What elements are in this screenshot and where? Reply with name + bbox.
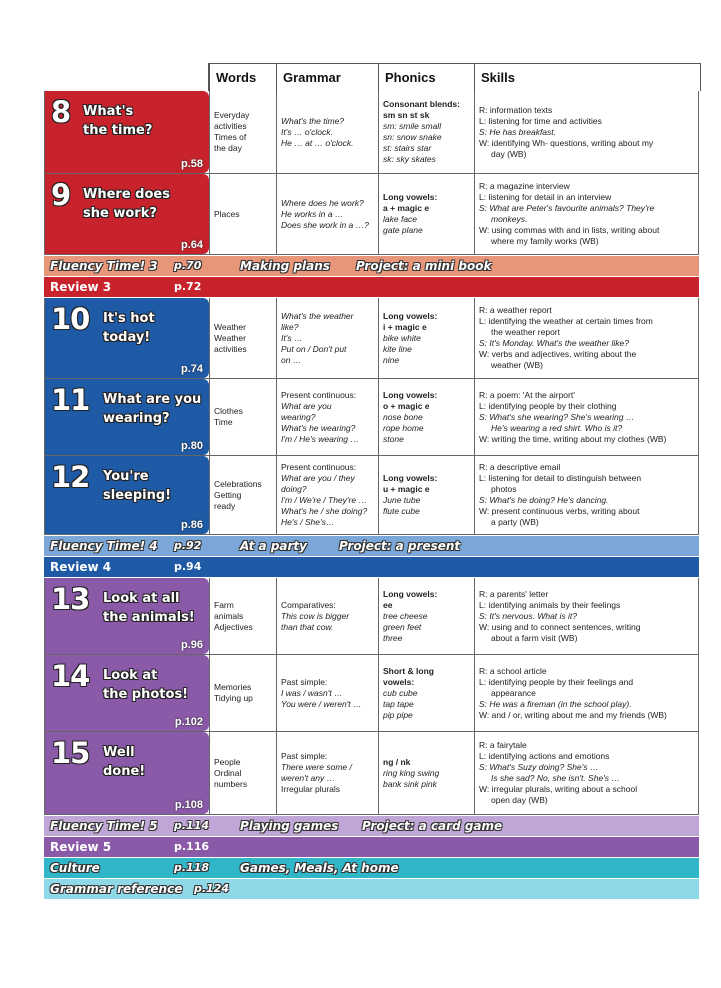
grammar-line: Present continuous: (281, 390, 357, 400)
fluency-time-4-label: Fluency Time! 4 (50, 539, 158, 553)
unit-number: 9 (51, 178, 71, 212)
unit-10-words-cell (209, 298, 276, 378)
skills-line: L: identifying animals by their feelings (479, 600, 621, 610)
grammar-line: It's … (281, 333, 303, 343)
unit-9-grammar-cell (276, 174, 378, 254)
fluency-time-5-label: Fluency Time! 5 (50, 819, 158, 833)
skills-line: S: He was a fireman (in the school play). (479, 699, 632, 709)
unit-block (44, 298, 699, 379)
culture-bar[interactable] (44, 858, 699, 878)
words-line: Times of (214, 132, 247, 142)
unit-block (44, 91, 699, 174)
phonics-line: sn: snow snake (383, 132, 442, 142)
words-line: activities (214, 344, 247, 354)
phonics-line: Long vowels: (383, 390, 438, 400)
phonics-line: Long vowels: (383, 589, 438, 599)
unit-15-grammar-cell (276, 732, 378, 814)
unit-page: p.96 (180, 639, 203, 651)
words-line: Weather (214, 322, 246, 332)
grammar-line: on … (281, 355, 302, 365)
phonics-line: pip pipe (383, 710, 413, 720)
unit-title: What's the time? (83, 104, 153, 138)
fluency-time-5-page: p.114 (174, 819, 210, 832)
skills-line: monkeys. (491, 214, 528, 224)
culture-page: p.118 (174, 861, 210, 874)
unit-11-grammar-cell (276, 379, 378, 455)
phonics-line: gate plane (383, 225, 423, 235)
grammar-line: He … at … o'clock. (281, 138, 354, 148)
skills-line: L: identifying people by their feelings and (479, 677, 634, 687)
grammar-line: doing? (281, 484, 307, 494)
unit-page: p.58 (180, 158, 203, 170)
words-line: Everyday (214, 110, 250, 120)
unit-13-phonics-cell (378, 578, 474, 654)
skills-line: S: He has breakfast. (479, 127, 557, 137)
fluency-time-3-label: Fluency Time! 3 (50, 259, 158, 273)
phonics-line: a + magic e (383, 203, 430, 213)
review-4-page: p.94 (174, 560, 202, 573)
unit-block (44, 732, 699, 815)
grammar-line: What's the weather (281, 311, 354, 321)
fluency-time-5-bar[interactable] (44, 816, 699, 836)
unit-8-grammar-cell (276, 91, 378, 173)
grammar-line: What are you / they (281, 473, 355, 483)
phonics-line: Long vowels: (383, 473, 438, 483)
unit-block (44, 174, 699, 255)
phonics-line: cub cube (383, 688, 418, 698)
fluency-time-4-topic: At a party (240, 539, 307, 553)
phonics-line: rope home (383, 423, 424, 433)
unit-8-words-cell (209, 91, 276, 173)
skills-line: S: It's nervous. What is it? (479, 611, 577, 621)
unit-title: Well done! (103, 745, 146, 779)
words-line: Memories (214, 682, 252, 692)
words-line: Weather (214, 333, 246, 343)
fluency-time-3-page: p.70 (174, 259, 202, 272)
unit-title: It's hot today! (103, 311, 155, 345)
unit-10-grammar-cell (276, 298, 378, 378)
words-line: People (214, 757, 241, 767)
phonics-line: Long vowels: (383, 192, 438, 202)
unit-page: p.102 (174, 716, 203, 728)
unit-page: p.80 (180, 440, 203, 452)
phonics-line: green feet (383, 622, 422, 632)
words-line: Tidying up (214, 693, 253, 703)
grammar-line: Does she work in a …? (281, 220, 369, 230)
review-5-label: Review 5 (50, 840, 112, 854)
unit-number: 12 (51, 460, 90, 494)
phonics-line: ee (383, 600, 393, 610)
unit-number: 11 (51, 383, 90, 417)
unit-13-skills-cell (474, 578, 699, 654)
skills-line: S: What's he doing? He's dancing. (479, 495, 609, 505)
skills-line: W: present continuous verbs, writing about (479, 506, 640, 516)
skills-line: L: identifying actions and emotions (479, 751, 610, 761)
grammar-line: Past simple: (281, 677, 328, 687)
skills-line: photos (491, 484, 517, 494)
skills-line: a party (WB) (491, 517, 539, 527)
culture-label: Culture (50, 861, 100, 875)
skills-line: weather (WB) (491, 360, 543, 370)
unit-8-phonics-cell (378, 91, 474, 173)
header-skills: Skills (474, 64, 700, 91)
phonics-line: stone (383, 434, 404, 444)
words-line: animals (214, 611, 244, 621)
unit-number: 8 (51, 95, 71, 129)
skills-line: open day (WB) (491, 795, 548, 805)
phonics-line: nine (383, 355, 400, 365)
skills-line: R: a descriptive email (479, 462, 561, 472)
phonics-line: tree cheese (383, 611, 428, 621)
grammar-line: than that cow. (281, 622, 334, 632)
unit-block (44, 655, 699, 732)
unit-page: p.86 (180, 519, 203, 531)
words-line: Clothes (214, 406, 243, 416)
skills-line: R: information texts (479, 105, 553, 115)
skills-line: W: and / or, writing about me and my friends (WB) (479, 710, 667, 720)
skills-line: R: a magazine interview (479, 181, 570, 191)
unit-14-words-cell (209, 655, 276, 731)
unit-13-words-cell (209, 578, 276, 654)
unit-block (44, 456, 699, 535)
skills-line: W: irregular plurals, writing about a school (479, 784, 638, 794)
grammar-line: Past simple: (281, 751, 328, 761)
skills-line: appearance (491, 688, 536, 698)
words-line: Places (214, 209, 240, 219)
fluency-time-4-page: p.92 (174, 539, 202, 552)
words-line: Farm (214, 600, 234, 610)
unit-12-words-cell (209, 456, 276, 534)
unit-13-title-panel[interactable] (45, 578, 209, 654)
unit-15-words-cell (209, 732, 276, 814)
unit-page: p.74 (180, 363, 203, 375)
unit-number: 14 (51, 659, 90, 693)
phonics-line: three (383, 633, 403, 643)
phonics-line: ring king swing (383, 768, 440, 778)
review-5-page: p.116 (174, 840, 210, 853)
phonics-line: u + magic e (383, 484, 430, 494)
unit-14-phonics-cell (378, 655, 474, 731)
unit-14-title-panel[interactable] (45, 655, 209, 731)
unit-8-skills-cell (474, 91, 699, 173)
words-line: Getting (214, 490, 242, 500)
phonics-line: sm sn st sk (383, 110, 430, 120)
grammar-line: What's he / she doing? (281, 506, 368, 516)
skills-line: about a farm visit (WB) (491, 633, 578, 643)
phonics-line: nose bone (383, 412, 423, 422)
grammar-reference-bar[interactable] (44, 879, 699, 899)
unit-11-skills-cell (474, 379, 699, 455)
skills-line: W: identifying Wh- questions, writing about my (479, 138, 654, 148)
unit-14-skills-cell (474, 655, 699, 731)
skills-line: W: writing the time, writing about my clothes (WB) (479, 434, 667, 444)
grammar-line: What are you (281, 401, 332, 411)
review-3-bar[interactable] (44, 277, 699, 297)
phonics-line: ng / nk (383, 757, 411, 767)
skills-line: W: using and to connect sentences, writing (479, 622, 641, 632)
skills-line: L: listening for detail to distinguish between (479, 473, 642, 483)
skills-line: R: a poem: 'At the airport' (479, 390, 575, 400)
words-line: Time (214, 417, 233, 427)
phonics-line: lake face (383, 214, 418, 224)
fluency-time-3-topic: Making plans (240, 259, 330, 273)
culture-topic: Games, Meals, At home (240, 861, 399, 875)
grammar-line: Put on / Don't put (281, 344, 347, 354)
words-line: activities (214, 121, 247, 131)
grammar-reference-page: p.124 (194, 882, 230, 895)
skills-line: W: using commas with and in lists, writing about (479, 225, 660, 235)
grammar-line: There were some / (281, 762, 352, 772)
grammar-line: Comparatives: (281, 600, 336, 610)
grammar-line: Irregular plurals (281, 784, 341, 794)
unit-title: Where does she work? (83, 187, 170, 221)
skills-line: L: identifying the weather at certain times from (479, 316, 653, 326)
grammar-line: This cow is bigger (281, 611, 350, 621)
skills-line: R: a school article (479, 666, 547, 676)
phonics-line: tap tape (383, 699, 414, 709)
unit-12-phonics-cell (378, 456, 474, 534)
grammar-line: like? (281, 322, 299, 332)
skills-line: S: What's she wearing? She's wearing … (479, 412, 635, 422)
grammar-line: It's … o'clock. (281, 127, 333, 137)
fluency-time-5-topic: Playing games (240, 819, 339, 833)
grammar-line: He works in a … (281, 209, 344, 219)
unit-page: p.108 (174, 799, 203, 811)
header-words: Words (209, 64, 276, 91)
fluency-time-5-project: Project: a card game (362, 819, 503, 833)
skills-line: L: listening for time and activities (479, 116, 602, 126)
fluency-time-3-bar[interactable] (44, 256, 699, 276)
words-line: the day (214, 143, 242, 153)
skills-line: L: listening for detail in an interview (479, 192, 612, 202)
skills-line: S: It's Monday. What's the weather like? (479, 338, 630, 348)
phonics-line: June tube (383, 495, 421, 505)
skills-line: S: What's Suzy doing? She's … (479, 762, 599, 772)
fluency-time-3-project: Project: a mini book (356, 259, 492, 273)
phonics-line: i + magic e (383, 322, 427, 332)
skills-line: Is she sad? No, she isn't. She's … (491, 773, 620, 783)
grammar-line: He's / She's… (281, 517, 335, 527)
skills-line: He's wearing a red shirt. Who is it? (491, 423, 623, 433)
unit-11-words-cell (209, 379, 276, 455)
phonics-line: Consonant blends: (383, 99, 460, 109)
header-grammar: Grammar (276, 64, 378, 91)
unit-block (44, 578, 699, 655)
skills-line: R: a parents' letter (479, 589, 549, 599)
grammar-line: I'm / He's wearing … (281, 434, 359, 444)
phonics-line: bank sink pink (383, 779, 437, 789)
unit-number: 15 (51, 736, 90, 770)
phonics-line: bike white (383, 333, 421, 343)
grammar-line: What's he wearing? (281, 423, 356, 433)
unit-11-title-panel[interactable] (45, 379, 209, 455)
unit-title: Look at all the animals! (103, 591, 195, 625)
fluency-time-4-project: Project: a present (339, 539, 461, 553)
skills-line: R: a weather report (479, 305, 552, 315)
unit-9-phonics-cell (378, 174, 474, 254)
grammar-reference-label: Grammar reference (50, 882, 183, 896)
review-4-bar[interactable] (44, 557, 699, 577)
phonics-line: st: stairs star (383, 143, 432, 153)
skills-line: day (WB) (491, 149, 527, 159)
skills-line: W: verbs and adjectives, writing about the (479, 349, 637, 359)
phonics-line: Short & long (383, 666, 434, 676)
unit-12-skills-cell (474, 456, 699, 534)
grammar-line: I'm / We're / They're … (281, 495, 367, 505)
grammar-line: I was / wasn't … (281, 688, 343, 698)
unit-8-title-panel[interactable] (45, 91, 209, 173)
review-3-page: p.72 (174, 280, 202, 293)
unit-12-grammar-cell (276, 456, 378, 534)
grammar-line: Present continuous: (281, 462, 357, 472)
header-phonics: Phonics (378, 64, 474, 91)
phonics-line: o + magic e (383, 401, 430, 411)
skills-line: R: a fairytale (479, 740, 527, 750)
unit-14-grammar-cell (276, 655, 378, 731)
phonics-line: vowels: (383, 677, 415, 687)
unit-15-phonics-cell (378, 732, 474, 814)
unit-block (44, 379, 699, 456)
unit-13-grammar-cell (276, 578, 378, 654)
review-4-label: Review 4 (50, 560, 112, 574)
unit-15-skills-cell (474, 732, 699, 814)
phonics-line: flute cube (383, 506, 420, 516)
table-header (208, 63, 701, 91)
skills-line: the weather report (491, 327, 560, 337)
unit-9-skills-cell (474, 174, 699, 254)
unit-title: Look at the photos! (103, 668, 189, 702)
phonics-line: Long vowels: (383, 311, 438, 321)
skills-line: S: What are Peter's favourite animals? They're (479, 203, 655, 213)
unit-title: You're sleeping! (103, 469, 172, 503)
words-line: Celebrations (214, 479, 262, 489)
unit-10-skills-cell (474, 298, 699, 378)
contents-table (44, 63, 699, 900)
review-5-bar[interactable] (44, 837, 699, 857)
words-line: numbers (214, 779, 248, 789)
grammar-line: You were / weren't … (281, 699, 362, 709)
review-3-label: Review 3 (50, 280, 112, 294)
unit-number: 10 (51, 302, 90, 336)
grammar-line: Where does he work? (281, 198, 364, 208)
unit-10-title-panel[interactable] (45, 298, 209, 378)
unit-9-title-panel[interactable] (45, 174, 209, 254)
unit-11-phonics-cell (378, 379, 474, 455)
unit-9-words-cell (209, 174, 276, 254)
grammar-line: wearing? (281, 412, 316, 422)
unit-title: What are you wearing? (103, 392, 202, 426)
phonics-line: kite line (383, 344, 412, 354)
skills-line: L: identifying people by their clothing (479, 401, 617, 411)
unit-number: 13 (51, 582, 90, 616)
grammar-line: What's the time? (281, 116, 345, 126)
grammar-line: weren't any … (281, 773, 336, 783)
unit-10-phonics-cell (378, 298, 474, 378)
words-line: Ordinal (214, 768, 242, 778)
phonics-line: sm: smile small (383, 121, 442, 131)
unit-page: p.64 (180, 239, 203, 251)
fluency-time-4-bar[interactable] (44, 536, 699, 556)
phonics-line: sk: sky skates (383, 154, 436, 164)
words-line: Adjectives (214, 622, 253, 632)
unit-12-title-panel[interactable] (45, 456, 209, 534)
unit-15-title-panel[interactable] (45, 732, 209, 814)
words-line: ready (214, 501, 236, 511)
skills-line: where my family works (WB) (491, 236, 599, 246)
